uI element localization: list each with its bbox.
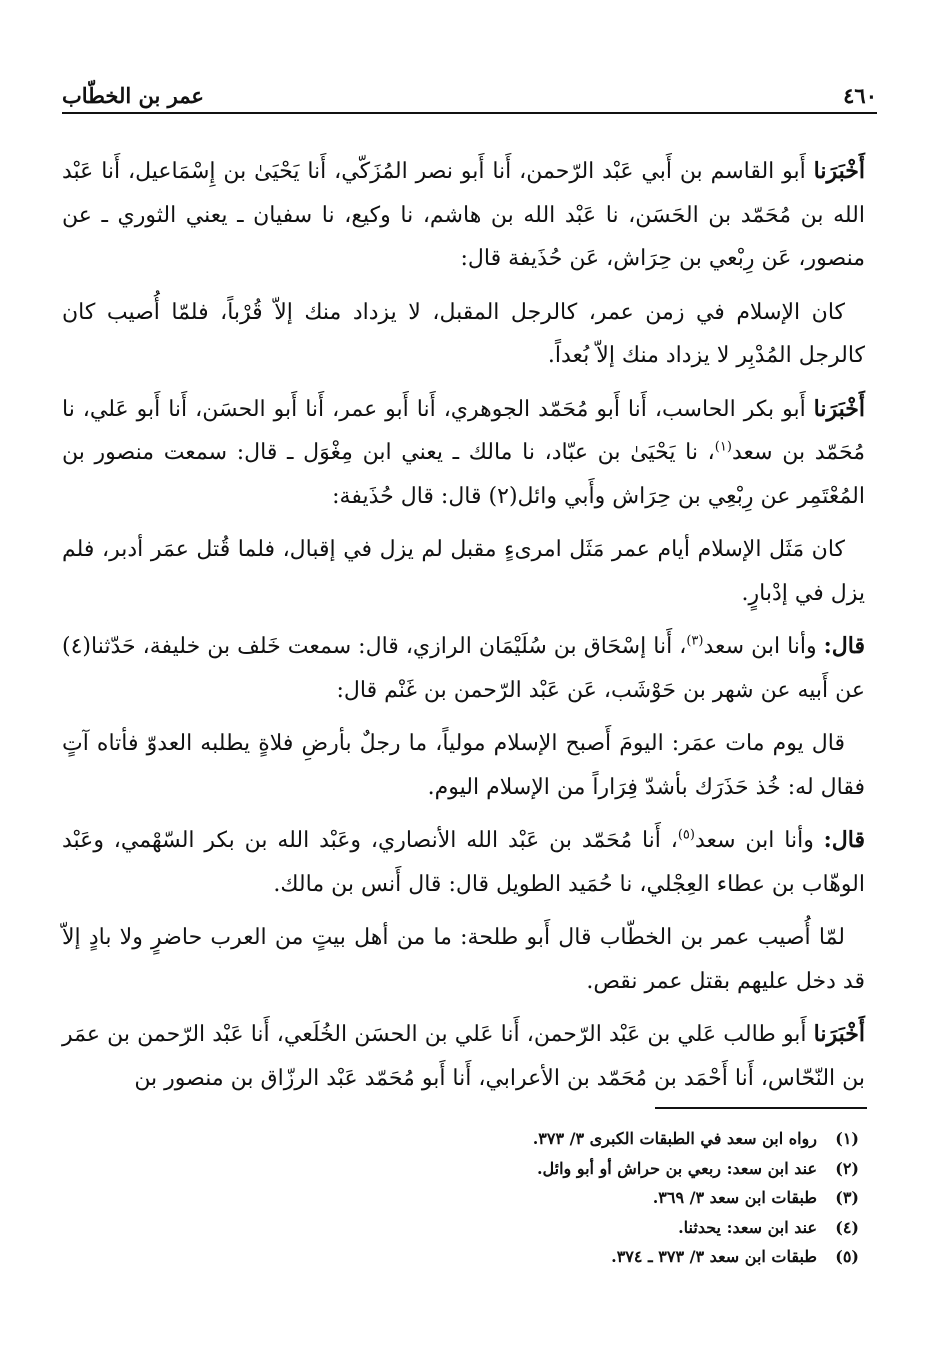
- running-title: عمر بن الخطّاب: [62, 83, 204, 108]
- paragraph-text: وأنا ابن سعد: [694, 828, 824, 853]
- footnote-number: (٢): [835, 1158, 859, 1178]
- paragraph: [62, 528, 865, 615]
- paragraph: [62, 625, 865, 712]
- footnote: [62, 1213, 859, 1243]
- paragraph-tail: ، نا يَحْيَىٰ بن عبّاد، نا مالك ـ يعني ابن مِغْوَل ـ قال: سمعت منصور بن المُعْتَمِر عن رِبْعِي بن حِرَاش وأَبي وائل(٢) قال: قال حُذَيفة:: [62, 440, 865, 509]
- paragraph-text: لمّا أُصيب عمر بن الخطّاب قال أَبو طلحة: ما من أهل بيتٍ من العرب حاضرٍ ولا بادٍ إلاّ قد دخل عليهم بقتل عمر نقص.: [62, 925, 865, 994]
- page-header: [62, 72, 877, 114]
- paragraph: [62, 1013, 865, 1100]
- footnotes: [62, 1124, 859, 1272]
- paragraph: [62, 291, 865, 378]
- footnote-ref: (٥): [677, 827, 695, 843]
- footnote-ref: (٣): [686, 633, 704, 649]
- paragraph-text: أَبو طالب عَلي بن عَبْد الرّحمن، أَنا عَلي بن الحسَن الخُلَعي، أَنا عَبْد الرّحمن بن عمَر بن النّحّاس، أَنا أَحْمَد بن مُحَمّد بن الأعرابي، أَنا أَبو مُحَمّد عَبْد الرزّاق بن منصور بن: [62, 1022, 865, 1091]
- footnote-text: طبقات ابن سعد ٣/ ٣٦٩.: [652, 1188, 817, 1207]
- paragraph: [62, 150, 865, 281]
- footnote: [62, 1183, 859, 1213]
- footnote-separator: [655, 1107, 867, 1109]
- footnote-number: (٤): [835, 1217, 859, 1237]
- paragraph-lead: قال:: [823, 633, 865, 659]
- paragraph-lead: قال:: [823, 827, 865, 853]
- footnote-ref: (١): [714, 439, 732, 455]
- paragraph: [62, 819, 865, 906]
- paragraph-tail: ، أَنا إسْحَاق بن سُلَيْمَان الرازي، قال: سمعت خَلف بن خليفة، حَدّثنا(٤) عن أَبيه عن شهر بن حَوْشَب، عَن عَبْد الرّحمن بن غَنْم قال:: [62, 634, 865, 703]
- paragraph-tail: ، أَنا مُحَمّد بن عَبْد الله الأنصاري، وعَبْد الله بن بكر السّهْمي، وعَبْد الوهّاب بن عطاء العِجْلي، نا حُمَيد الطويل قال: قال أَنس بن مالك.: [62, 828, 865, 897]
- paragraph: [62, 388, 865, 519]
- footnote: [62, 1154, 859, 1184]
- paragraph-text: أَبو بكر الحاسب، أَنا أَبو مُحَمّد الجوهري، أَنا أَبو عمر، أَنا أَبو الحسَن، أَنا أَبو عَلي، نا مُحَمّد بن سعد: [62, 396, 865, 465]
- page-number: ٤٦٠: [843, 83, 877, 108]
- main-text: [62, 150, 865, 1110]
- footnote-text: طبقات ابن سعد ٣/ ٣٧٣ ـ ٣٧٤.: [611, 1247, 817, 1266]
- footnote-number: (٣): [835, 1188, 859, 1207]
- paragraph-text: وأنا ابن سعد: [703, 634, 824, 659]
- paragraph-text: قال يوم مات عمَر: اليومَ أَصبح الإسلام مولياً، ما رجلٌ بأرضِ فلاةٍ يطلبه العدوّ فأتاه آتٍ فقال له: خُذ حَذَرَك بأشدّ فِرَاراً من الإسلام اليوم.: [62, 731, 865, 800]
- footnote: [62, 1124, 859, 1154]
- footnote: [62, 1242, 859, 1272]
- paragraph-text: كان مَثَل الإسلام أيام عمر مَثَل امرىءٍ مقبل لم يزل في إقبال، فلما قُتل عمَر أدبر، فلم يزل في إدْبارٍ.: [62, 537, 865, 606]
- footnote-text: رواه ابن سعد في الطبقات الكبرى ٣/ ٣٧٣.: [532, 1129, 817, 1148]
- footnote-number: (١): [835, 1129, 859, 1148]
- paragraph: [62, 916, 865, 1003]
- footnote-number: (٥): [835, 1247, 859, 1266]
- paragraph-lead: أَخْبَرَنا: [813, 395, 865, 422]
- paragraph: [62, 722, 865, 809]
- paragraph-text: أَبو القاسم بن أَبي عَبْد الرّحمن، أَنا أَبو نصر المُزَكّي، أَنا يَحْيَىٰ بن إِسْمَاعيل، أَنا عَبْد الله بن مُحَمّد بن الحَسَن، نا عَبْد الله بن هاشم، نا وكيع، نا سفيان ـ يعني الثوري ـ عن منصور، عَن رِبْعي بن حِرَاش، عَن حُذَيفة قال:: [62, 159, 865, 271]
- footnote-text: عند ابن سعد: يحدثنا.: [678, 1217, 817, 1237]
- paragraph-lead: أَخْبَرَنا: [813, 158, 865, 184]
- paragraph-text: كان الإسلام في زمن عمر، كالرجل المقبل، لا يزداد منك إلاّ قُرْباً، فلمّا أُصيب كان كالرجل المُدْبِر لا يزداد منك إلاّ بُعداً.: [62, 299, 865, 368]
- footnote-text: عند ابن سعد: ربعي بن حراش أو أبو وائل.: [536, 1158, 817, 1178]
- paragraph-lead: أَخْبَرَنا: [813, 1021, 865, 1047]
